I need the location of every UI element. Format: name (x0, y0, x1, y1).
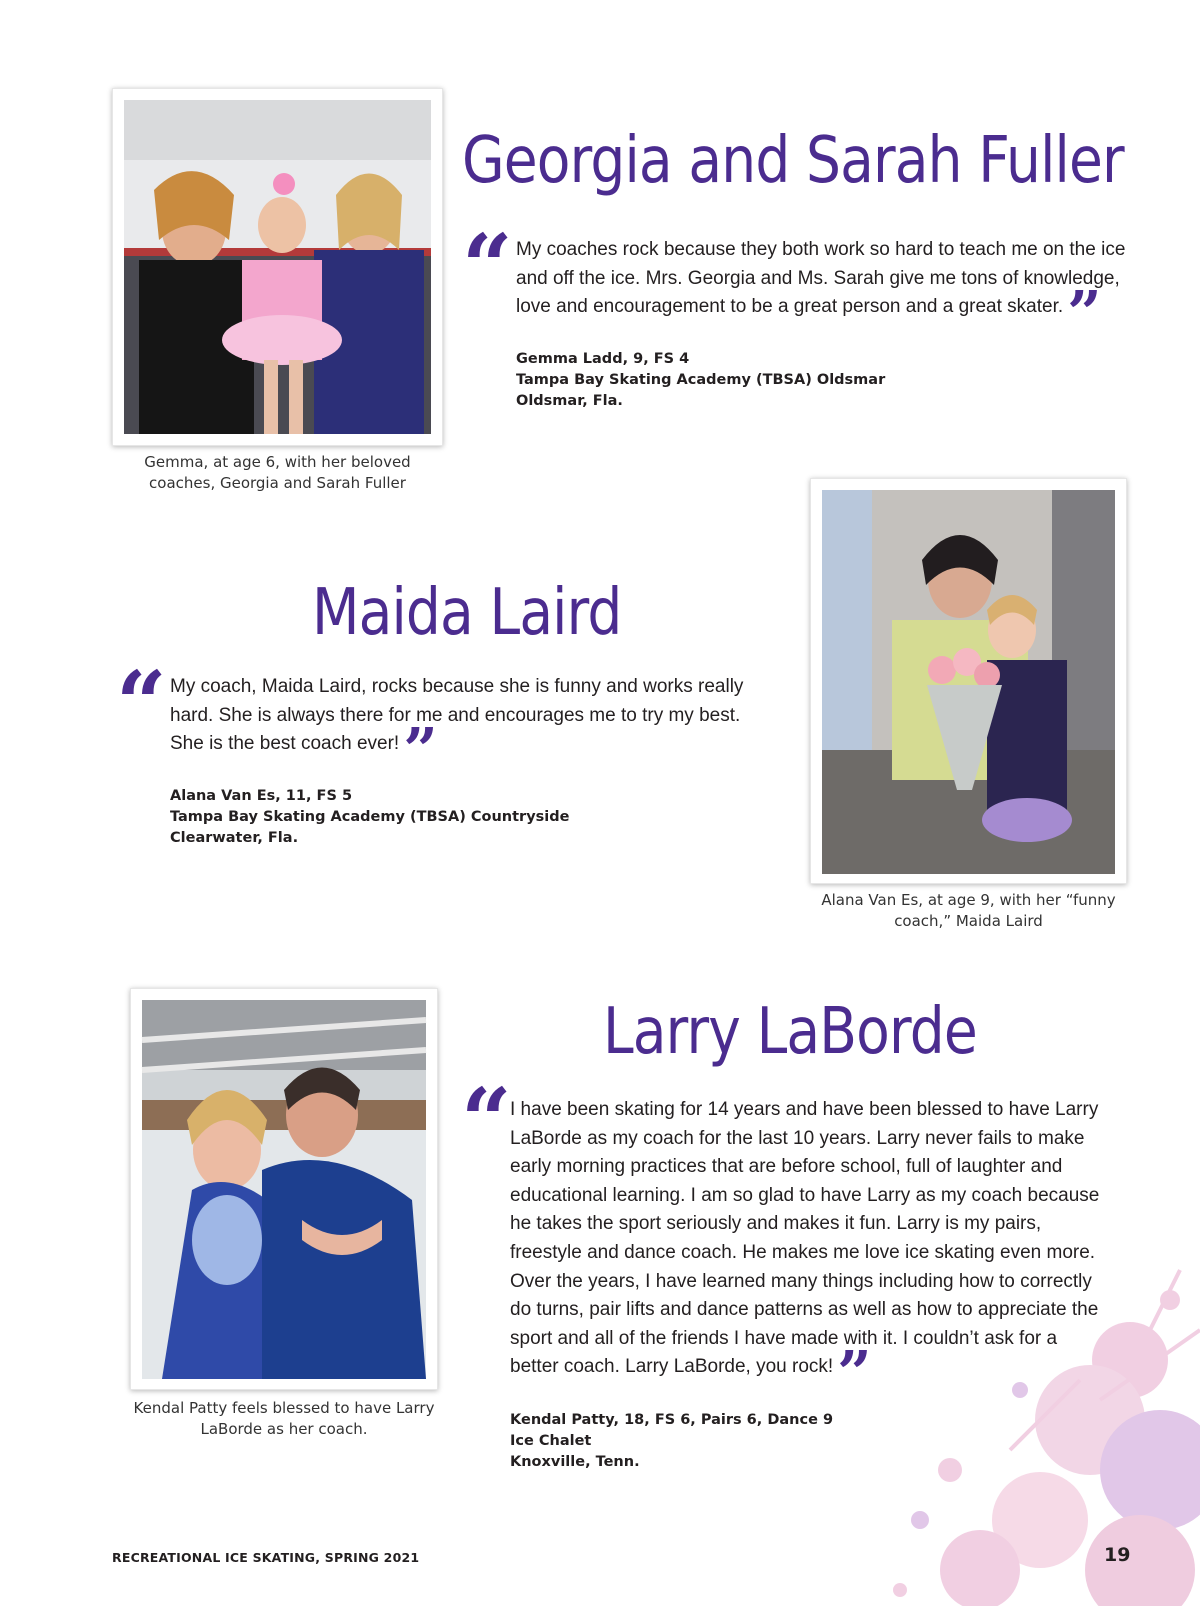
rink-photo-illustration (124, 100, 431, 434)
close-quote-mark-1: ” (1067, 279, 1102, 350)
hallway-photo-illustration (822, 490, 1115, 874)
attribution-city: Clearwater, Fla. (170, 830, 299, 846)
attribution-name: Alana Van Es, 11, FS 5 (170, 788, 353, 804)
attribution-3 (510, 1410, 833, 1473)
attribution-club: Tampa Bay Skating Academy (TBSA) Countryside (170, 809, 570, 825)
open-quote-mark-2: “ (116, 651, 167, 755)
photo-fuller-coaches (112, 88, 443, 446)
open-quote-mark-1: “ (462, 214, 513, 318)
coach-name-heading-3: Larry LaBorde (603, 995, 977, 1069)
photo-caption-1: Gemma, at age 6, with her beloved coaches, Georgia and Sarah Fuller (144, 453, 411, 492)
attribution-city: Oldsmar, Fla. (516, 393, 623, 409)
attribution-1 (516, 349, 885, 412)
photo-caption-3: Kendal Patty feels blessed to have Larry LaBorde as her coach. (133, 1399, 435, 1438)
testimonial-quote-2: My coach, Maida Laird, rocks because she is funny and works really hard. She is always there for me and encourages me to try my best. She is the best coach ever!” (170, 676, 744, 787)
attribution-name: Gemma Ladd, 9, FS 4 (516, 351, 690, 367)
attribution-club: Tampa Bay Skating Academy (TBSA) Oldsmar (516, 372, 886, 388)
paint-splatter-decoration (840, 1270, 1200, 1606)
attribution-city: Knoxville, Tenn. (510, 1454, 640, 1470)
photo-larry-laborde (130, 988, 438, 1390)
photo-caption-2: Alana Van Es, at age 9, with her “funny coach,” Maida Laird (821, 891, 1116, 930)
attribution-name: Kendal Patty, 18, FS 6, Pairs 6, Dance 9 (510, 1412, 834, 1428)
attribution-club: Ice Chalet (510, 1433, 592, 1449)
page-number: 19 (1104, 1544, 1131, 1566)
testimonial-quote-3: I have been skating for 14 years and have been blessed to have Larry LaBorde as my coach for the last 10 years. Larry never fails to make early morning practices that are before school, full of laughter and educational learning. I am so glad to have Larry as my coach because he takes the sport seriously and makes it fun. Larry is my pairs, freestyle and dance coach. He makes me love ice skating even more. Over the years, I have learned many things including how to correctly do turns, pair lifts and dance patterns as well as how to appreciate the sport and all of the friends I have made with it. I couldn’t ask for a better coach. Larry LaBorde, you rock!” (510, 1099, 1100, 1410)
rink-photo-illustration-2 (142, 1000, 426, 1379)
open-quote-mark-3: “ (461, 1068, 512, 1172)
close-quote-mark-3: ” (837, 1339, 872, 1410)
coach-name-heading-1: Georgia and Sarah Fuller (462, 124, 1124, 198)
coach-name-heading-2: Maida Laird (312, 576, 622, 650)
attribution-2 (170, 786, 569, 849)
testimonial-quote-1: My coaches rock because they both work so hard to teach me on the ice and off the ice. Mrs. Georgia and Ms. Sarah give me tons of knowledge, love and encouragement to be a great person and a great skater.” (516, 239, 1126, 350)
close-quote-mark-2: ” (403, 716, 438, 787)
photo-maida-laird (810, 478, 1127, 884)
publication-footer: RECREATIONAL ICE SKATING, SPRING 2021 (112, 1550, 420, 1565)
